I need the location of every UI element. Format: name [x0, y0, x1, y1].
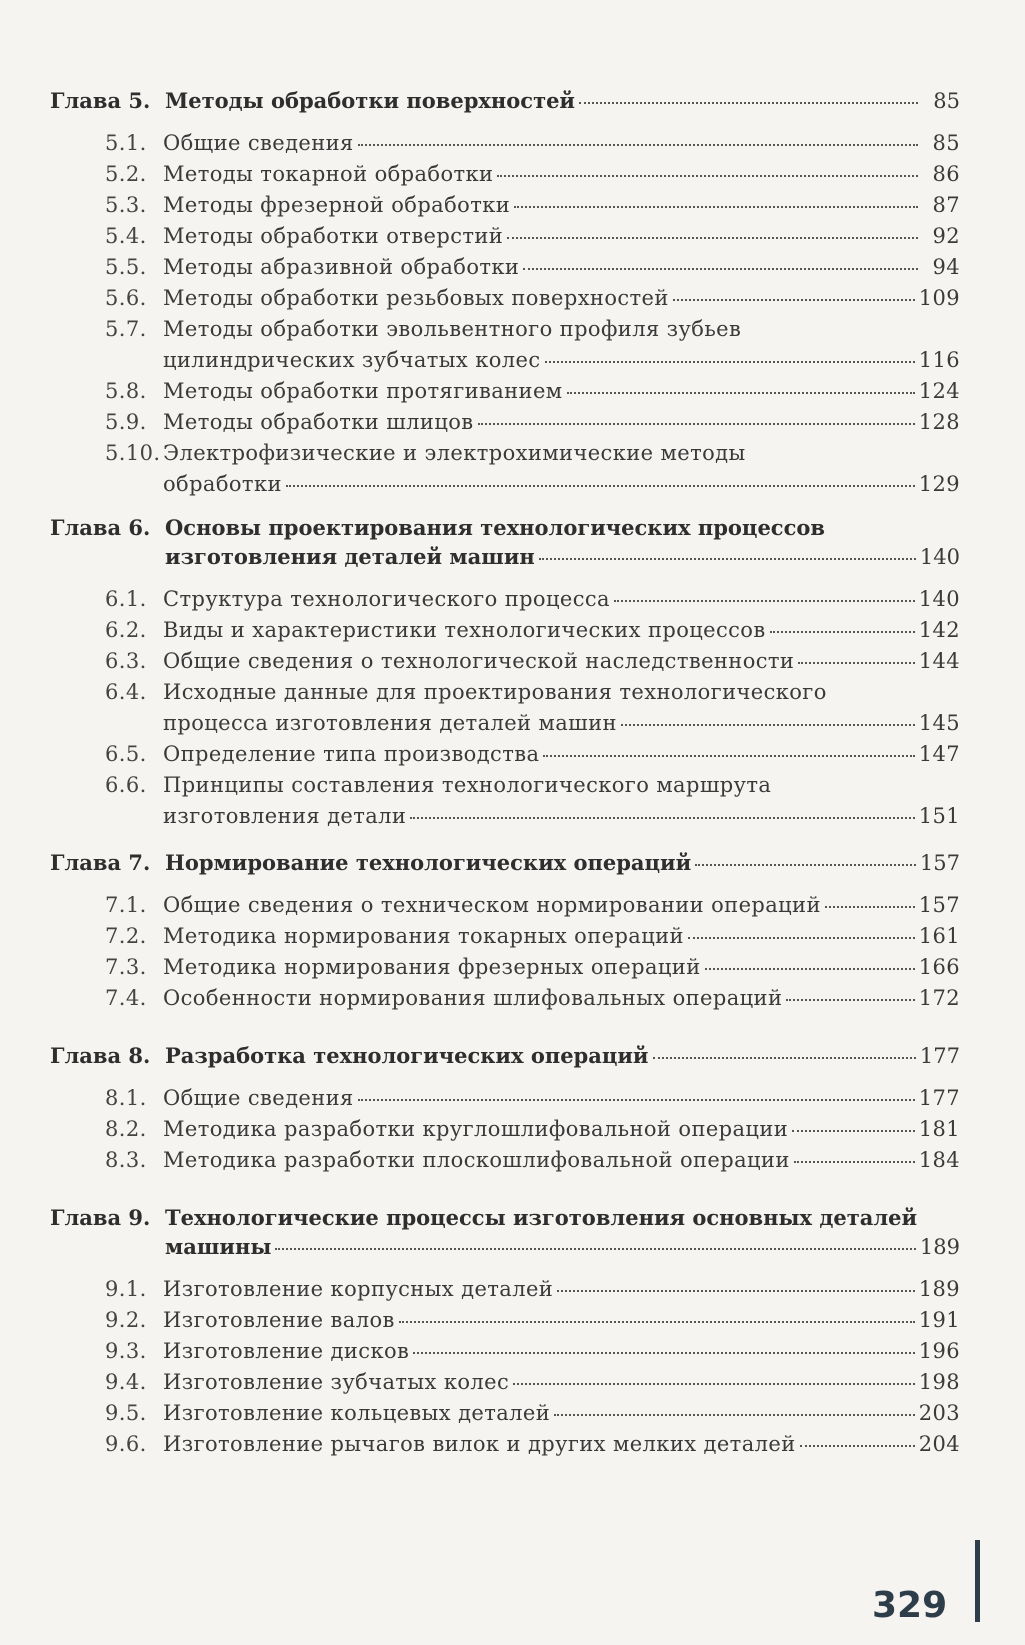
- section-page: 92: [932, 224, 960, 248]
- section-title-text: Изготовление валов: [163, 1308, 395, 1332]
- chapter-title-text: Нормирование технологических операций: [165, 850, 692, 875]
- section-title-line: [163, 162, 960, 193]
- section-page: 161: [918, 924, 960, 948]
- chapter-page: 85: [933, 89, 960, 113]
- section-title: [163, 1432, 960, 1463]
- section-number: 7.2.: [105, 924, 147, 948]
- section-title-line: [163, 131, 960, 162]
- section-list: [50, 131, 960, 503]
- section-title-line: [163, 1308, 960, 1339]
- chapter-page: 140: [919, 545, 960, 569]
- section-title-text: Методика разработки плоскошлифовальной операции: [163, 1148, 790, 1172]
- section-title: [163, 893, 960, 924]
- dot-leader: [688, 937, 915, 939]
- section-title-text: Изготовление рычагов вилок и других мелких деталей: [163, 1432, 796, 1456]
- section-title-text: Общие сведения о технологической наследственности: [163, 649, 795, 673]
- section-title: [163, 441, 960, 503]
- section-number: 5.7.: [105, 317, 147, 341]
- dot-leader: [653, 1057, 916, 1059]
- toc-entry[interactable]: [50, 1277, 960, 1308]
- toc-entry[interactable]: [50, 224, 960, 255]
- section-title-text: Особенности нормирования шлифовальных операций: [163, 986, 783, 1010]
- section-list: [50, 893, 960, 1017]
- dot-leader: [513, 1383, 915, 1385]
- dot-leader: [621, 724, 915, 726]
- section-title-line: [163, 1370, 960, 1401]
- toc-entry[interactable]: [50, 649, 960, 680]
- toc-entry[interactable]: [50, 587, 960, 618]
- section-number: 6.3.: [105, 649, 147, 673]
- section-title: [163, 1339, 960, 1370]
- chapter-heading[interactable]: [50, 850, 960, 879]
- toc-entry[interactable]: [50, 286, 960, 317]
- section-page: 172: [918, 986, 960, 1010]
- toc-entry[interactable]: [50, 162, 960, 193]
- chapter-title-text: Разработка технологических операций: [165, 1043, 649, 1068]
- section-title-text: Методика нормирования фрезерных операций: [163, 955, 701, 979]
- dot-leader: [673, 299, 915, 301]
- chapter-title-line: [165, 1043, 960, 1072]
- section-title-line: [163, 441, 960, 472]
- toc-entry[interactable]: [50, 1117, 960, 1148]
- section-title: [163, 1401, 960, 1432]
- section-title-line: [163, 924, 960, 955]
- dot-leader: [358, 1099, 915, 1101]
- section-title-text: Методика нормирования токарных операций: [163, 924, 684, 948]
- section-title-line: [163, 1086, 960, 1117]
- section-number: 6.2.: [105, 618, 147, 642]
- section-title-line: [163, 711, 960, 742]
- section-page: 129: [918, 472, 960, 496]
- toc-chapter: [50, 88, 960, 503]
- dot-leader: [286, 485, 915, 487]
- dot-leader: [786, 999, 914, 1001]
- section-page: 203: [918, 1401, 960, 1425]
- dot-leader: [275, 1248, 915, 1250]
- section-title: [163, 773, 960, 835]
- section-number: 5.5.: [105, 255, 147, 279]
- section-title: [163, 680, 960, 742]
- toc-entry[interactable]: [50, 742, 960, 773]
- section-title-line: [163, 742, 960, 773]
- toc-entry[interactable]: [50, 618, 960, 649]
- section-title-line: [163, 893, 960, 924]
- section-number: 5.2.: [105, 162, 147, 186]
- chapter-title-text: Методы обработки поверхностей: [165, 88, 576, 113]
- dot-leader: [705, 968, 915, 970]
- section-title-text: Методы обработки резьбовых поверхностей: [163, 286, 669, 310]
- section-page: 184: [918, 1148, 960, 1172]
- section-title-text: Методика разработки круглошлифовальной операции: [163, 1117, 789, 1141]
- section-title: [163, 317, 960, 379]
- section-page: 191: [918, 1308, 960, 1332]
- section-title-text: Методы обработки отверстий: [163, 224, 504, 248]
- toc-entry[interactable]: [50, 1370, 960, 1401]
- toc-entry[interactable]: [50, 1339, 960, 1370]
- section-page: 144: [918, 649, 960, 673]
- section-title: [163, 224, 960, 255]
- dot-leader: [478, 423, 915, 425]
- section-title-line: [163, 410, 960, 441]
- dot-leader: [358, 144, 918, 146]
- section-title-line: [163, 286, 960, 317]
- section-title-text: обработки: [163, 472, 282, 496]
- section-number: 6.5.: [105, 742, 147, 766]
- chapter-heading[interactable]: [50, 1043, 960, 1072]
- section-title-text: Структура технологического процесса: [163, 587, 610, 611]
- chapter-label: Глава 5.: [50, 88, 151, 113]
- chapter-title-line: [165, 515, 960, 544]
- chapter-label: Глава 8.: [50, 1043, 151, 1068]
- chapter-label: Глава 9.: [50, 1205, 151, 1230]
- section-title-line: [163, 193, 960, 224]
- section-title: [163, 410, 960, 441]
- section-title: [163, 1370, 960, 1401]
- section-number: 9.4.: [105, 1370, 147, 1394]
- section-number: 5.3.: [105, 193, 147, 217]
- section-number: 9.5.: [105, 1401, 147, 1425]
- section-number: 9.6.: [105, 1432, 147, 1456]
- section-title-text: изготовления детали: [163, 804, 407, 828]
- toc-entry[interactable]: [50, 1086, 960, 1117]
- dot-leader: [567, 392, 915, 394]
- toc-chapter: [50, 1205, 960, 1463]
- toc-chapter: [50, 1043, 960, 1179]
- section-title-line: [163, 680, 960, 711]
- chapter-title: [165, 88, 960, 117]
- section-title-text: Изготовление зубчатых колес: [163, 1370, 510, 1394]
- section-title-text: Определение типа производства: [163, 742, 540, 766]
- section-number: 7.3.: [105, 955, 147, 979]
- section-number: 8.3.: [105, 1148, 147, 1172]
- section-number: 5.4.: [105, 224, 147, 248]
- section-title-line: [163, 618, 960, 649]
- section-title-line: [163, 255, 960, 286]
- toc-entry[interactable]: [50, 1401, 960, 1432]
- toc-entry[interactable]: [50, 986, 960, 1017]
- section-number: 5.1.: [105, 131, 147, 155]
- section-page: 109: [918, 286, 960, 310]
- section-title-text: Изготовление дисков: [163, 1339, 410, 1363]
- section-title-text: Электрофизические и электрохимические методы: [163, 441, 746, 465]
- dot-leader: [792, 1130, 915, 1132]
- section-number: 6.4.: [105, 680, 147, 704]
- chapter-title-line: [165, 1205, 960, 1234]
- section-title: [163, 618, 960, 649]
- section-title: [163, 986, 960, 1017]
- section-number: 5.10.: [105, 441, 161, 465]
- section-title: [163, 1148, 960, 1179]
- section-title-text: Общие сведения: [163, 131, 354, 155]
- chapter-label: Глава 6.: [50, 515, 151, 540]
- section-number: 5.6.: [105, 286, 147, 310]
- dot-leader: [557, 1290, 915, 1292]
- section-title-text: Методы абразивной обработки: [163, 255, 520, 279]
- section-page: 116: [918, 348, 960, 372]
- toc-chapter: [50, 515, 960, 835]
- dot-leader: [545, 361, 915, 363]
- dot-leader: [399, 1321, 915, 1323]
- section-title: [163, 649, 960, 680]
- dot-leader: [770, 631, 915, 633]
- section-title-text: Методы обработки эвольвентного профиля зубьев: [163, 317, 742, 341]
- toc-entry[interactable]: [50, 379, 960, 410]
- dot-leader: [497, 175, 918, 177]
- chapter-label: Глава 7.: [50, 850, 151, 875]
- section-number: 8.1.: [105, 1086, 147, 1110]
- section-title: [163, 255, 960, 286]
- toc-entry[interactable]: [50, 410, 960, 441]
- chapter-title-text: машины: [165, 1234, 272, 1259]
- section-page: 128: [918, 410, 960, 434]
- section-title-line: [163, 1401, 960, 1432]
- dot-leader: [579, 102, 918, 104]
- page-edge-bar: [975, 1540, 980, 1622]
- toc-chapter: [50, 850, 960, 1017]
- section-page: 94: [932, 255, 960, 279]
- section-title-text: цилиндрических зубчатых колес: [163, 348, 541, 372]
- section-title-text: Исходные данные для проектирования технологического: [163, 680, 827, 704]
- chapter-title-text: Технологические процессы изготовления основных деталей: [165, 1205, 918, 1230]
- dot-leader: [514, 206, 918, 208]
- dot-leader: [539, 558, 916, 560]
- chapter-title: [165, 1043, 960, 1072]
- section-title-text: Изготовление кольцевых деталей: [163, 1401, 551, 1425]
- chapter-heading[interactable]: [50, 515, 960, 573]
- section-title: [163, 162, 960, 193]
- section-title-text: Изготовление корпусных деталей: [163, 1277, 554, 1301]
- chapter-page: 189: [919, 1235, 960, 1259]
- chapter-heading[interactable]: [50, 1205, 960, 1263]
- toc-entry[interactable]: [50, 955, 960, 986]
- section-number: 8.2.: [105, 1117, 147, 1141]
- section-title-text: Методы фрезерной обработки: [163, 193, 511, 217]
- toc-entry[interactable]: [50, 131, 960, 162]
- section-number: 5.8.: [105, 379, 147, 403]
- section-title: [163, 1277, 960, 1308]
- section-title-line: [163, 317, 960, 348]
- section-title-line: [163, 348, 960, 379]
- toc-entry[interactable]: [50, 924, 960, 955]
- section-title-line: [163, 587, 960, 618]
- chapter-page: 177: [919, 1044, 960, 1068]
- section-title: [163, 955, 960, 986]
- dot-leader: [523, 268, 918, 270]
- toc-entry[interactable]: [50, 255, 960, 286]
- chapter-heading[interactable]: [50, 88, 960, 117]
- section-number: 9.3.: [105, 1339, 147, 1363]
- dot-leader: [798, 662, 914, 664]
- toc-entry[interactable]: [50, 193, 960, 224]
- chapter-title-line: [165, 1234, 960, 1263]
- section-title: [163, 1308, 960, 1339]
- section-title-text: Методы обработки протягиванием: [163, 379, 563, 403]
- chapter-page: 157: [919, 851, 960, 875]
- section-title-text: Принципы составления технологического маршрута: [163, 773, 772, 797]
- toc-entry[interactable]: [50, 680, 960, 742]
- section-list: [50, 587, 960, 835]
- dot-leader: [794, 1161, 915, 1163]
- section-title: [163, 924, 960, 955]
- section-page: 198: [918, 1370, 960, 1394]
- section-page: 145: [918, 711, 960, 735]
- section-title-text: Методы токарной обработки: [163, 162, 494, 186]
- dot-leader: [507, 237, 918, 239]
- toc-entry[interactable]: [50, 893, 960, 924]
- chapter-title-text: изготовления деталей машин: [165, 544, 535, 569]
- toc-entry[interactable]: [50, 441, 960, 503]
- page-number: 329: [872, 1585, 948, 1626]
- section-number: 5.9.: [105, 410, 147, 434]
- section-page: 204: [918, 1432, 960, 1456]
- section-title-text: процесса изготовления деталей машин: [163, 711, 617, 735]
- section-number: 9.2.: [105, 1308, 147, 1332]
- section-title-line: [163, 1432, 960, 1463]
- section-title: [163, 742, 960, 773]
- section-page: 151: [918, 804, 960, 828]
- toc-entry[interactable]: [50, 1148, 960, 1179]
- dot-leader: [800, 1445, 915, 1447]
- section-title-text: Общие сведения: [163, 1086, 354, 1110]
- chapter-title-line: [165, 850, 960, 879]
- chapter-title: [165, 515, 960, 573]
- section-page: 142: [918, 618, 960, 642]
- section-title: [163, 587, 960, 618]
- section-title-line: [163, 955, 960, 986]
- toc-entry[interactable]: [50, 1308, 960, 1339]
- section-page: 87: [932, 193, 960, 217]
- section-title: [163, 1117, 960, 1148]
- section-page: 86: [932, 162, 960, 186]
- section-title-line: [163, 1117, 960, 1148]
- section-page: 147: [918, 742, 960, 766]
- section-number: 7.1.: [105, 893, 147, 917]
- section-page: 157: [918, 893, 960, 917]
- section-number: 9.1.: [105, 1277, 147, 1301]
- section-title: [163, 1086, 960, 1117]
- section-title-text: Методы обработки шлицов: [163, 410, 474, 434]
- section-page: 124: [918, 379, 960, 403]
- dot-leader: [413, 1352, 914, 1354]
- section-title: [163, 131, 960, 162]
- section-page: 166: [918, 955, 960, 979]
- section-title-line: [163, 379, 960, 410]
- dot-leader: [614, 600, 915, 602]
- section-title-line: [163, 224, 960, 255]
- dot-leader: [554, 1414, 915, 1416]
- section-title-line: [163, 472, 960, 503]
- section-title: [163, 379, 960, 410]
- section-number: 7.4.: [105, 986, 147, 1010]
- section-page: 181: [918, 1117, 960, 1141]
- section-page: 140: [918, 587, 960, 611]
- section-title: [163, 286, 960, 317]
- section-list: [50, 1086, 960, 1179]
- dot-leader: [543, 755, 914, 757]
- section-title-line: [163, 1339, 960, 1370]
- section-title-line: [163, 1148, 960, 1179]
- dot-leader: [825, 906, 915, 908]
- section-number: 6.1.: [105, 587, 147, 611]
- section-title-line: [163, 1277, 960, 1308]
- section-page: 177: [918, 1086, 960, 1110]
- section-page: 85: [932, 131, 960, 155]
- chapter-title-text: Основы проектирования технологических процессов: [165, 515, 825, 540]
- section-title-line: [163, 804, 960, 835]
- section-title-text: Виды и характеристики технологических процессов: [163, 618, 766, 642]
- chapter-title: [165, 850, 960, 879]
- toc-entry[interactable]: [50, 1432, 960, 1463]
- section-title: [163, 193, 960, 224]
- chapter-title: [165, 1205, 960, 1263]
- section-title-text: Общие сведения о техническом нормировании операций: [163, 893, 821, 917]
- toc-entry[interactable]: [50, 317, 960, 379]
- section-number: 6.6.: [105, 773, 147, 797]
- chapter-title-line: [165, 544, 960, 573]
- toc-entry[interactable]: [50, 773, 960, 835]
- section-list: [50, 1277, 960, 1463]
- chapter-title-line: [165, 88, 960, 117]
- section-title-line: [163, 649, 960, 680]
- section-page: 189: [918, 1277, 960, 1301]
- section-title-line: [163, 986, 960, 1017]
- section-title-line: [163, 773, 960, 804]
- section-page: 196: [918, 1339, 960, 1363]
- dot-leader: [695, 864, 916, 866]
- dot-leader: [410, 817, 914, 819]
